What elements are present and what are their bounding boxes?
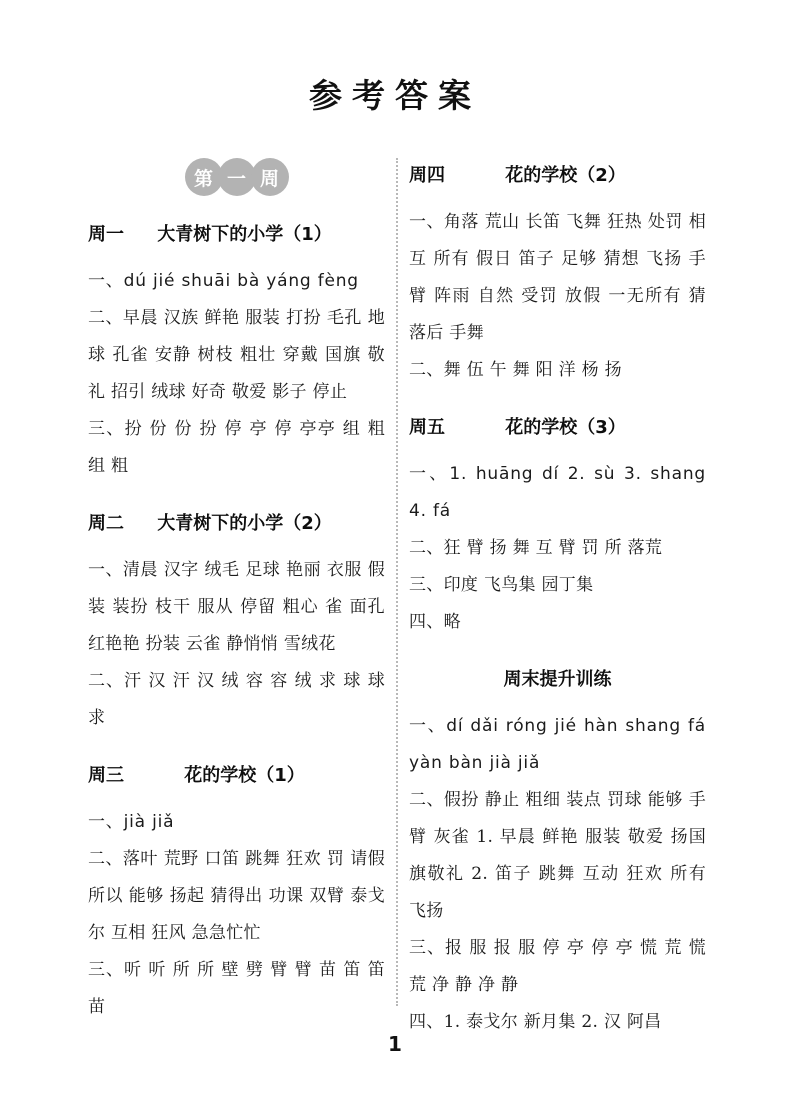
answer-item: 四、1. 泰戈尔 新月集 2. 汉 阿昌 [409,1012,662,1032]
week-label: 周五 [409,417,445,438]
week-label: 周四 [409,165,445,186]
left-column [88,150,385,1026]
answer-item: 二、汗 汉 汗 汉 绒 容 容 绒 求 球 球 求 [88,671,385,728]
section-heading-thursday [409,164,706,188]
week-label: 周一 [88,224,124,245]
answer-item: 二、落叶 荒野 口笛 跳舞 狂欢 罚 请假 所以 能够 扬起 猜得出 功课 双臂 泰戈尔 互相 狂风 急急忙忙 [88,849,385,943]
week-badge [88,158,385,196]
page-number: 1 [388,1032,402,1056]
right-column [409,150,706,1041]
answer-item: 一、jià jiǎ [88,812,175,832]
answer-item: 三、扮 份 份 扮 停 亭 停 亭亭 组 粗 组 粗 [88,419,385,476]
lesson-title: 花的学校（1） [184,765,305,786]
answer-item: 一、dí dǎi róng jié hàn shang fá yàn bàn jià jiǎ [409,716,706,773]
week-badge-circle-3: 周 [251,158,289,196]
answer-item: 一、清晨 汉字 绒毛 足球 艳丽 衣服 假装 装扮 枝干 服从 停留 粗心 雀 面孔 红艳艳 扮装 云雀 静悄悄 雪绒花 [88,560,385,654]
column-divider [396,158,398,1006]
answer-item: 一、角落 荒山 长笛 飞舞 狂热 处罚 相互 所有 假日 笛子 足够 猜想 飞扬 手臂 阵雨 自然 受罚 放假 一无所有 猜 落后 手舞 [409,212,706,343]
section-heading-monday [88,223,385,247]
answer-item: 二、假扮 静止 粗细 装点 罚球 能够 手臂 灰雀 1. 早晨 鲜艳 服装 敬爱 扬国旗敬礼 2. 笛子 跳舞 互动 狂欢 所有 飞扬 [409,790,706,921]
answer-item: 四、略 [409,612,461,632]
section-heading-wednesday [88,764,385,788]
week-label: 周二 [88,513,124,534]
page-title: 参考答案 [309,76,481,115]
section-heading-tuesday [88,512,385,536]
lesson-title: 花的学校（2） [505,165,626,186]
week-badge-circle-2: 一 [218,158,256,196]
answer-item: 三、听 听 所 所 壁 劈 臂 臂 苗 笛 笛 苗 [88,960,385,1017]
answer-item: 二、早晨 汉族 鲜艳 服装 打扮 毛孔 地球 孔雀 安静 树枝 粗壮 穿戴 国旗 敬礼 招引 绒球 好奇 敬爱 影子 停止 [88,308,385,402]
answer-item: 一、1. huāng dí 2. sù 3. shang 4. fá [409,464,706,521]
answer-item: 三、印度 飞鸟集 园丁集 [409,575,594,595]
weekend-training-title: 周末提升训练 [503,669,612,690]
lesson-title: 大青树下的小学（2） [157,513,332,534]
week-label: 周三 [88,765,124,786]
week-badge-circle-1: 第 [185,158,223,196]
two-column-content [88,150,706,1041]
lesson-title: 花的学校（3） [505,417,626,438]
section-heading-friday [409,416,706,440]
section-heading-weekend-training [409,668,706,692]
answer-item: 二、狂 臂 扬 舞 互 臂 罚 所 落荒 [409,538,663,558]
lesson-title: 大青树下的小学（1） [157,224,332,245]
answer-item: 三、报 服 报 服 停 亭 停 亭 慌 荒 慌 荒 净 静 净 静 [409,938,706,995]
answer-item: 二、舞 伍 午 舞 阳 洋 杨 扬 [409,360,622,380]
answer-item: 一、dú jié shuāi bà yáng fèng [88,271,359,291]
